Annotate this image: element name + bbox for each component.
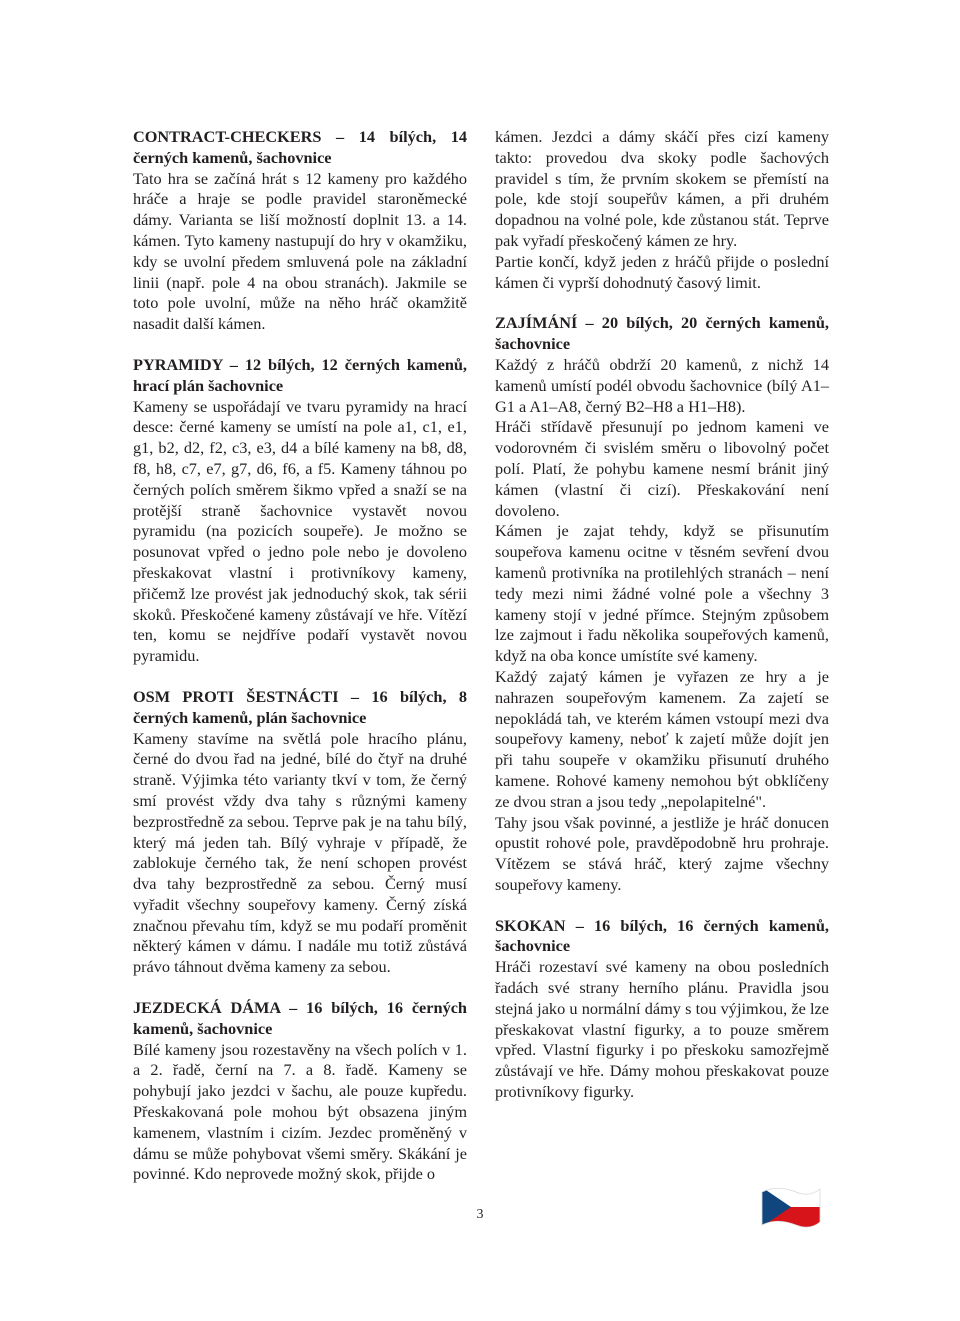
- section-paragraph: Kameny stavíme na světlá pole hracího plánu, černé do dvou řad na jedné, bílé do čtyř na druhé straně. Výjimka této varianty tkví v tom, že černý smí provést vždy dva tahy s různými kameny bezprostředně za sebou. Teprve pak je na tahu bílý, který má jeden tah. Bílý vyhraje v případě, že zablokuje černého tak, že není schopen provést dva tahy bezprostředně za sebou. Černý musí vyřadit všechny soupeřovy kameny. Černý získá značnou převahu tím, když se mu podaří proměnit některý kámen v dámu. I nadále mu totiž zůstává právo táhnout dvěma kameny za sebou.: [133, 728, 467, 977]
- section-paragraph: Každý zajatý kámen je vyřazen ze hry a je nahrazen soupeřovým kamenem. Za zajetí se nepokládá tah, ve kterém kámen vstoupí mezi dva soupeřovy kameny, neboť k zajetí může dojít jen při tahu soupeře v okamžiku přisunutí druhého kamene. Rohové kameny nemohou být obklíčeny ze dvou stran a jsou tedy „nepolapitelné".: [495, 666, 829, 811]
- section-paragraph: Partie končí, když jeden z hráčů přijde o poslední kámen či vyprší dohodnutý časový limit.: [495, 251, 829, 292]
- section-heading: CONTRACT-CHECKERS – 14 bílých, 14 černých kamenů, šachovnice: [133, 127, 467, 167]
- czech-flag-icon: [760, 1186, 822, 1228]
- section-heading: JEZDECKÁ DÁMA – 16 bílých, 16 černých kamenů, šachovnice: [133, 998, 467, 1038]
- rule-section-pyramidy: [133, 355, 467, 667]
- section-paragraph: Bílé kameny jsou rozestavěny na všech polích v 1. a 2. řadě, černí na 7. a 8. řadě. Kameny se pohybují jako jezdci v šachu, ale pouze kupředu. Přeskakovaná pole mohou být obsazena jiným kamenem, vlastním i cizím. Jezdec proměněný v dámu se může pohybovat všemi směry. Skákání je povinné. Kdo neprovede možný skok, přijde o: [133, 1039, 467, 1184]
- section-heading: PYRAMIDY – 12 bílých, 12 černých kamenů, hrací plán šachovnice: [133, 354, 467, 395]
- rule-section-jezdecka-dama: [133, 998, 467, 1185]
- rule-section-skokan: [495, 916, 829, 1103]
- section-paragraph: Hráči střídavě přesunují po jednom kameni ve vodorovném či svislém směru o libovolný počet polí. Platí, že pohybu kamene nesmí bránit jiný kámen (vlastní či cizí). Přeskakování není dovoleno.: [495, 417, 829, 520]
- section-heading: OSM PROTI ŠESTNÁCTI – 16 bílých, 8 černých kamenů, plán šachovnice: [133, 686, 467, 727]
- right-column: [495, 127, 829, 1123]
- rule-section-zajimani: [495, 313, 829, 895]
- section-paragraph: Kameny se uspořádají ve tvaru pyramidy na hrací desce: černé kameny se umístí na pole a1, c1, e1, g1, b2, d2, f2, c3, e3, d4 a bílé kameny na b8, d8, f8, h8, c7, e7, g7, d6, f6, a f5. Kameny táhnou po černých polích směrem šikmo vpřed a snaží se na protější straně šachovnice vystavět novou pyramidu (na pozicích soupeře). Je možno se posunovat vpřed o jedno pole nebo je dovoleno přeskakovat vlastní i protivníkovy kameny, přičemž lze provést jak jednoduchý skok, tak sérii skoků. Přeskočené kameny zůstávají ve hře. Vítězí ten, komu se nejdříve podaří vystavět novou pyramidu.: [133, 396, 467, 666]
- rule-section-contract-checkers: [133, 127, 467, 335]
- section-paragraph: Tato hra se začíná hrát s 12 kameny pro každého hráče a hraje se podle pravidel staroněmecké dámy. Varianta se liší možností doplnit 13. a 14. kámen. Tyto kameny nastupují do hry v okamžiku, kdy se uvolní předem smluvená pole na základní linii (např. pole 4 na obou stranách). Jakmile se toto pole uvolní, může na něho hráč okamžitě nasadit další kámen.: [133, 168, 467, 334]
- section-heading: SKOKAN – 16 bílých, 16 černých kamenů, šachovnice: [495, 915, 829, 956]
- left-column: [133, 127, 467, 1205]
- section-paragraph: Hráči rozestaví své kameny na obou posledních řadách své strany herního plánu. Pravidla jsou stejná jako u normální dámy s tou výjimkou, že lze přeskakovat vlastní figurky, a to pouze směrem vpřed. Vlastní figurky i po přeskoku samozřejmě zůstávají ve hře. Dámy mohou přeskakovat pouze protivníkovy figurky.: [495, 957, 829, 1102]
- page-number: 3: [476, 1207, 484, 1222]
- section-heading: ZAJÍMÁNÍ – 20 bílých, 20 černých kamenů, šachovnice: [495, 313, 829, 354]
- rule-section-osm-proti-sestnacti: [133, 687, 467, 978]
- section-paragraph: Tahy jsou však povinné, a jestliže je hráč donucen opustit rohové pole, pravděpodobně hru prohraje. Vítězem se stává hráč, který zajme všechny soupeřovy kameny.: [495, 812, 829, 894]
- section-paragraph: Kámen je zajat tehdy, když se přisunutím soupeřova kamenu ocitne v těsném sevření dvou kamenů protivníka na protilehlých stranách – není tedy mezi nimi žádné volné pole a všechny 3 kameny stojí v jedné přímce. Stejným způsobem lze zajmout i řadu několika soupeřových kamenů, když na oba konce umístíte své kameny.: [495, 521, 829, 666]
- section-paragraph: Každý z hráčů obdrží 20 kamenů, z nichž 14 kamenů umístí podél obvodu šachovnice (bílý A1–G1 a A1–A8, černý B2–H8 a H1–H8).: [495, 354, 829, 416]
- section-paragraph: kámen. Jezdci a dámy skáčí přes cizí kameny takto: provedou dva skoky podle šachových pravidel s tím, že prvním skokem se přemístí na pole, kde stojí soupeřův kámen, a při druhém dopadnou na volné pole, kde zůstanou stát. Teprve pak vyřadí přeskočený kámen ze hry.: [495, 127, 829, 250]
- rule-section-jezdecka-dama-continued: [495, 127, 829, 293]
